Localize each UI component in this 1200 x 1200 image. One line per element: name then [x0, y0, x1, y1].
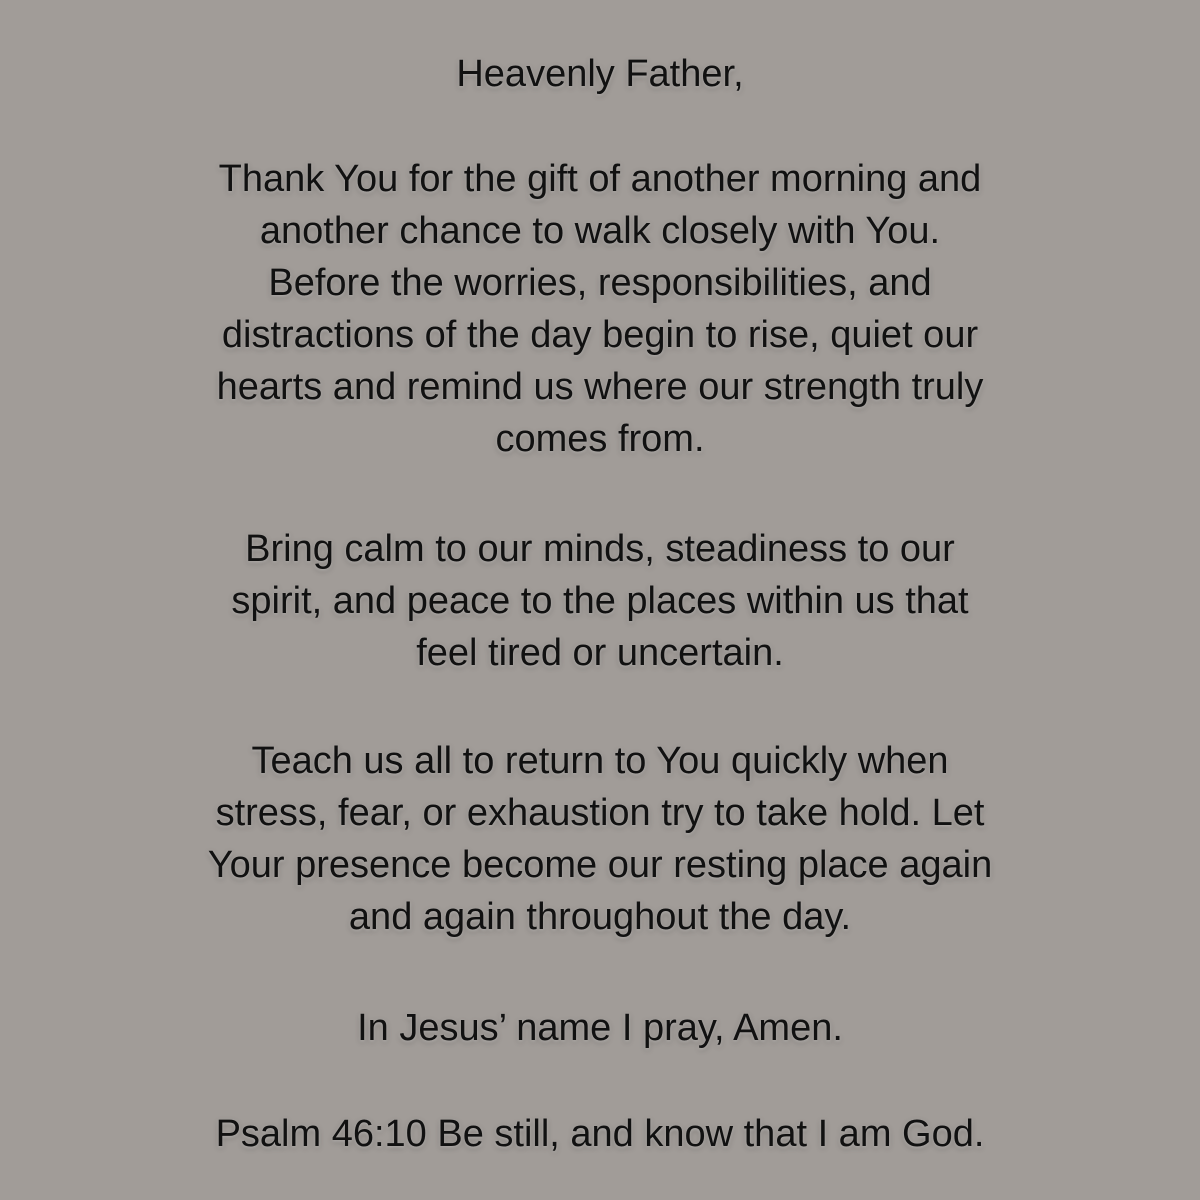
- paragraph-line: Thank You for the gift of another morning and: [218, 158, 982, 200]
- paragraph-line: distractions of the day begin to rise, quiet our: [221, 314, 979, 356]
- greeting: [100, 48, 1100, 100]
- paragraph-line: stress, fear, or exhaustion try to take hold. Let: [215, 792, 985, 834]
- paragraph-line: and again throughout the day.: [348, 896, 852, 938]
- greeting-line: Heavenly Father,: [456, 53, 744, 95]
- paragraph-line: another chance to walk closely with You.: [259, 210, 941, 252]
- paragraph-line: spirit, and peace to the places within us that: [231, 580, 969, 622]
- closing-line: In Jesus’ name I pray, Amen.: [357, 1007, 843, 1049]
- paragraph-line: Your presence become our resting place again: [207, 844, 993, 886]
- paragraph-thanksgiving: [100, 153, 1100, 465]
- scripture-verse: [100, 1108, 1100, 1160]
- paragraph-return: [100, 735, 1100, 943]
- paragraph-line: Before the worries, responsibilities, and: [268, 262, 932, 304]
- paragraph-line: Bring calm to our minds, steadiness to our: [245, 528, 955, 570]
- verse-line: Psalm 46:10 Be still, and know that I am God.: [215, 1113, 985, 1155]
- paragraph-line: comes from.: [495, 418, 705, 460]
- closing: [100, 1002, 1100, 1054]
- paragraph-line: feel tired or uncertain.: [416, 632, 784, 674]
- paragraph-line: Teach us all to return to You quickly when: [251, 740, 949, 782]
- paragraph-line: hearts and remind us where our strength truly: [216, 366, 984, 408]
- paragraph-calm: [100, 523, 1100, 679]
